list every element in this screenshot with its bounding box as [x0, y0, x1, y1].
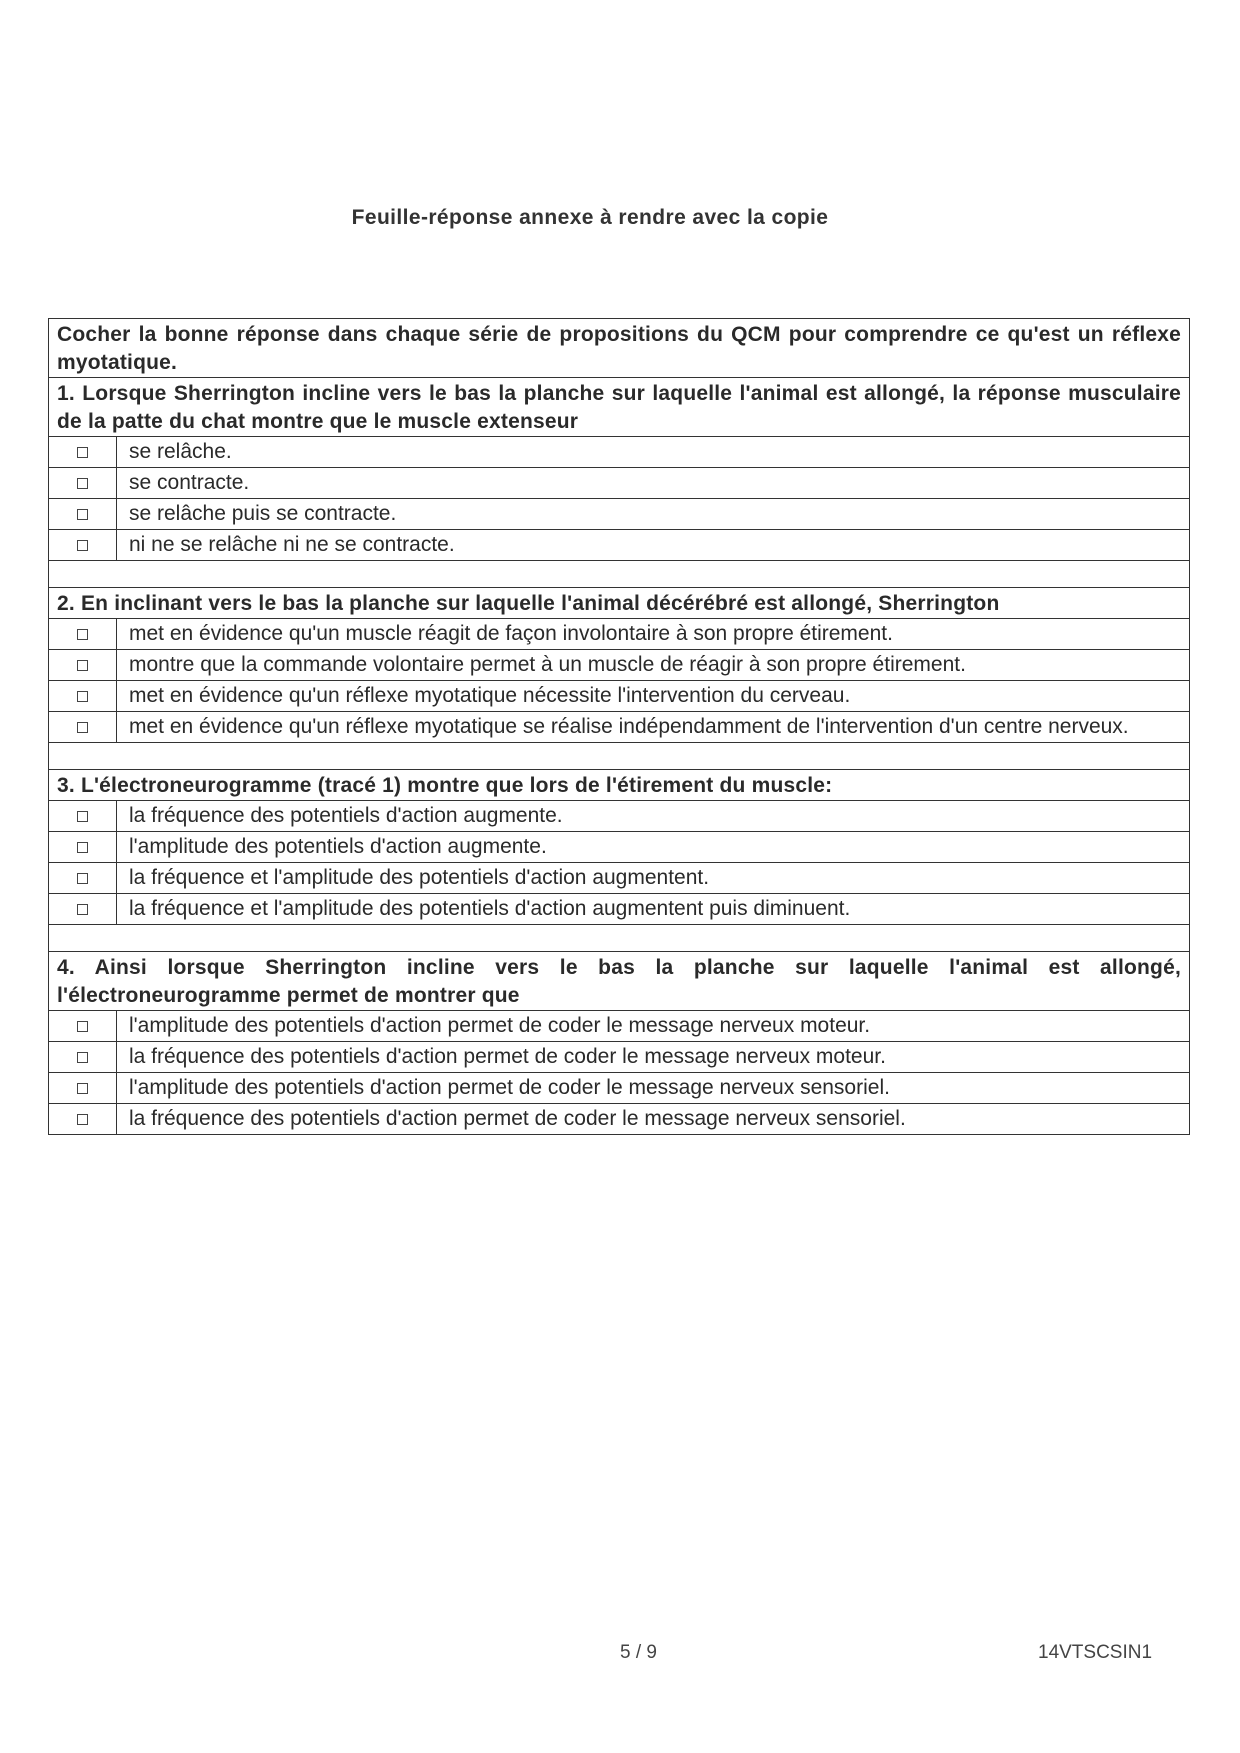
question-text: 3. L'électroneurogramme (tracé 1) montre que lors de l'étirement du muscle: [49, 770, 1190, 801]
answer-checkbox[interactable] [77, 540, 88, 551]
option-row[interactable] [49, 468, 1190, 499]
page-number: 5 / 9 [620, 1642, 657, 1663]
answer-checkbox[interactable] [77, 1083, 88, 1094]
answer-checkbox[interactable] [77, 629, 88, 640]
option-text: se relâche. [117, 437, 1190, 468]
option-text: ni ne se relâche ni ne se contracte. [117, 530, 1190, 561]
answer-checkbox[interactable] [77, 1052, 88, 1063]
option-text: la fréquence des potentiels d'action permet de coder le message nerveux sensoriel. [117, 1104, 1190, 1135]
answer-checkbox[interactable] [77, 691, 88, 702]
question-row [49, 770, 1190, 801]
answer-checkbox[interactable] [77, 478, 88, 489]
answer-checkbox[interactable] [77, 722, 88, 733]
option-row[interactable] [49, 499, 1190, 530]
spacer-row [49, 925, 1190, 952]
answer-checkbox[interactable] [77, 811, 88, 822]
question-row [49, 952, 1190, 1011]
option-row[interactable] [49, 863, 1190, 894]
option-text: se contracte. [117, 468, 1190, 499]
option-row[interactable] [49, 681, 1190, 712]
option-text: se relâche puis se contracte. [117, 499, 1190, 530]
option-row[interactable] [49, 894, 1190, 925]
option-row[interactable] [49, 1042, 1190, 1073]
question-text: 4. Ainsi lorsque Sherrington incline vers le bas la planche sur laquelle l'animal est allongé, l'électroneurogramme permet de montrer que [49, 952, 1190, 1011]
document-code: 14VTSCSIN1 [1038, 1642, 1153, 1663]
option-row[interactable] [49, 1011, 1190, 1042]
option-row[interactable] [49, 801, 1190, 832]
option-text: la fréquence et l'amplitude des potentiels d'action augmentent. [117, 863, 1190, 894]
option-row[interactable] [49, 530, 1190, 561]
option-row[interactable] [49, 1073, 1190, 1104]
instruction-row [49, 319, 1190, 378]
option-text: met en évidence qu'un muscle réagit de façon involontaire à son propre étirement. [117, 619, 1190, 650]
option-text: l'amplitude des potentiels d'action permet de coder le message nerveux sensoriel. [117, 1073, 1190, 1104]
answer-checkbox[interactable] [77, 904, 88, 915]
option-row[interactable] [49, 619, 1190, 650]
question-row [49, 588, 1190, 619]
page-title: Feuille-réponse annexe à rendre avec la copie [351, 206, 829, 229]
option-text: l'amplitude des potentiels d'action permet de coder le message nerveux moteur. [117, 1011, 1190, 1042]
question-text: 2. En inclinant vers le bas la planche sur laquelle l'animal décérébré est allongé, Sherrington [49, 588, 1190, 619]
question-row [49, 378, 1190, 437]
option-row[interactable] [49, 1104, 1190, 1135]
answer-checkbox[interactable] [77, 1021, 88, 1032]
option-text: la fréquence et l'amplitude des potentiels d'action augmentent puis diminuent. [117, 894, 1190, 925]
answer-checkbox[interactable] [77, 1114, 88, 1125]
answer-checkbox[interactable] [77, 842, 88, 853]
answer-checkbox[interactable] [77, 447, 88, 458]
question-text: 1. Lorsque Sherrington incline vers le bas la planche sur laquelle l'animal est allongé, la réponse musculaire de la patte du chat montre que le muscle extenseur [49, 378, 1190, 437]
answer-checkbox[interactable] [77, 660, 88, 671]
option-row[interactable] [49, 712, 1190, 743]
instruction-text: Cocher la bonne réponse dans chaque série de propositions du QCM pour comprendre ce qu'est un réflexe myotatique. [49, 319, 1190, 378]
spacer-row [49, 561, 1190, 588]
option-text: l'amplitude des potentiels d'action augmente. [117, 832, 1190, 863]
option-text: la fréquence des potentiels d'action augmente. [117, 801, 1190, 832]
option-row[interactable] [49, 650, 1190, 681]
answer-checkbox[interactable] [77, 873, 88, 884]
option-text: met en évidence qu'un réflexe myotatique nécessite l'intervention du cerveau. [117, 681, 1190, 712]
option-text: montre que la commande volontaire permet à un muscle de réagir à son propre étirement. [117, 650, 1190, 681]
option-row[interactable] [49, 832, 1190, 863]
spacer-row [49, 743, 1190, 770]
option-text: met en évidence qu'un réflexe myotatique se réalise indépendamment de l'intervention d'un centre nerveux. [117, 712, 1190, 743]
qcm-table [48, 318, 1190, 1135]
option-text: la fréquence des potentiels d'action permet de coder le message nerveux moteur. [117, 1042, 1190, 1073]
option-row[interactable] [49, 437, 1190, 468]
answer-checkbox[interactable] [77, 509, 88, 520]
